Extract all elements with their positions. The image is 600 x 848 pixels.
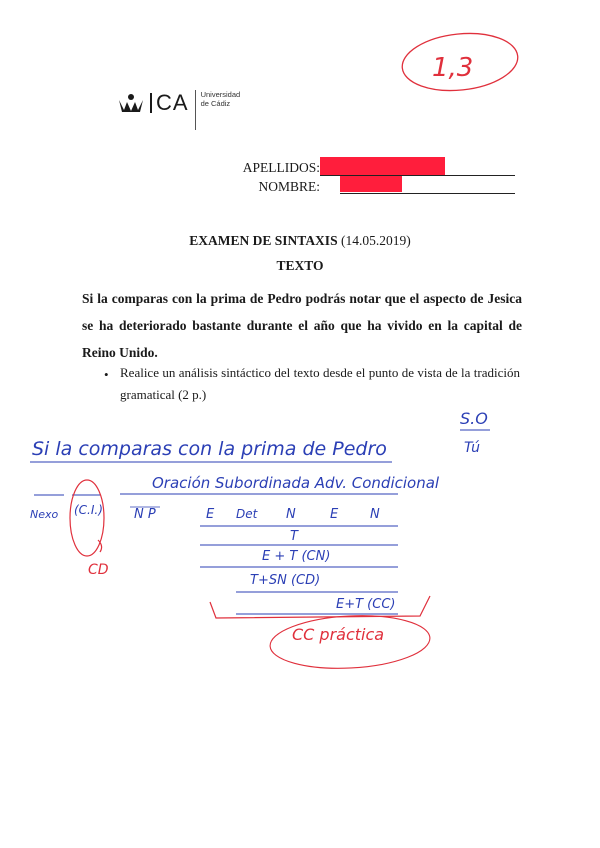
section-title: TEXTO bbox=[276, 258, 324, 273]
hand-tsn-cd: T+SN (CD) bbox=[250, 573, 321, 588]
task-bullet: • bbox=[104, 367, 109, 382]
logo-text: CA bbox=[156, 90, 189, 115]
hand-n1: N bbox=[286, 507, 296, 522]
exam-title-text: EXAMEN DE SINTAXIS bbox=[189, 233, 338, 248]
hand-ci: (C.I.) bbox=[74, 503, 103, 517]
cc-bracket bbox=[210, 596, 430, 618]
hand-sentence: Si la comparas con la prima de Pedro bbox=[32, 438, 387, 460]
hand-oracion: Oración Subordinada Adv. Condicional bbox=[152, 474, 440, 492]
university-name-line2: de Cádiz bbox=[200, 99, 231, 108]
hand-et-cn: E + T (CN) bbox=[262, 549, 331, 564]
hand-det: Det bbox=[236, 507, 258, 521]
ci-correction-circle bbox=[70, 480, 104, 556]
hand-n2: N bbox=[370, 507, 380, 522]
hand-et-cc: E+T (CC) bbox=[336, 597, 396, 612]
hand-cd: CD bbox=[88, 562, 109, 578]
name-label: NOMBRE: bbox=[258, 179, 320, 194]
score: 1,3 bbox=[432, 53, 474, 83]
surname-label: APELLIDOS: bbox=[242, 160, 320, 175]
hand-cc-practica: CC práctica bbox=[292, 625, 385, 644]
exam-text-paragraph: Si la comparas con la prima de Pedro podrás notar que el aspecto de Jesica se ha deteriorado bastante durante el año que ha vivido en la capital de Reino Unido. bbox=[82, 291, 522, 360]
hand-nexo: Nexo bbox=[30, 508, 59, 521]
hand-so: S.O bbox=[460, 409, 488, 428]
hand-tu: Tú bbox=[464, 440, 481, 456]
exam-date: (14.05.2019) bbox=[340, 233, 411, 248]
hand-t: T bbox=[290, 529, 298, 544]
task-instruction: Realice un análisis sintáctico del texto desde el punto de vista de la tradición gramatical (2 p.) bbox=[120, 365, 520, 402]
hand-e: E bbox=[206, 507, 215, 522]
hand-np: N P bbox=[134, 507, 156, 522]
university-name-line1: Universidad bbox=[200, 90, 241, 99]
hand-e2: E bbox=[330, 507, 339, 522]
